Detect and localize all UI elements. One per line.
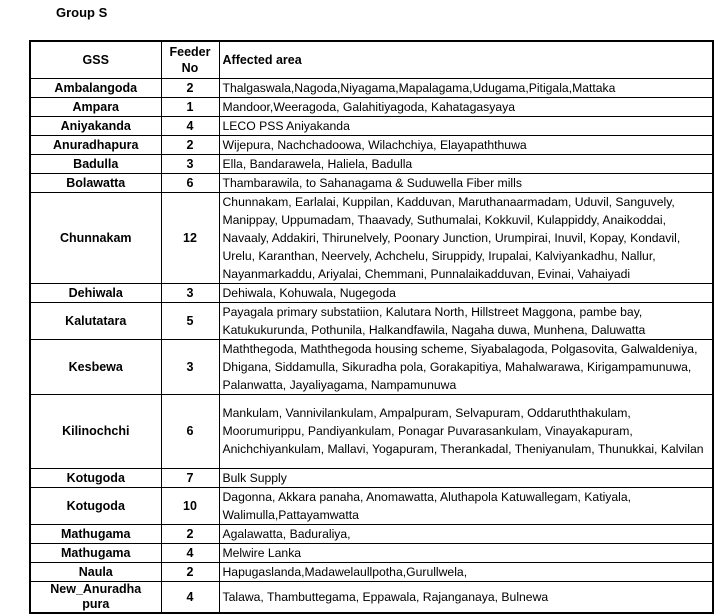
- feeder-cell: 6: [161, 173, 219, 192]
- feeder-cell: 1: [161, 97, 219, 116]
- feeder-cell: 5: [161, 302, 219, 339]
- table-row: [30, 302, 713, 339]
- gss-cell-line2: pura: [82, 596, 110, 611]
- gss-cell: Badulla: [30, 154, 161, 173]
- area-cell: Ella, Bandarawela, Haliela, Badulla: [219, 154, 713, 173]
- header-gss: GSS: [30, 41, 161, 78]
- header-feeder-line2: No: [181, 60, 199, 75]
- table-row: [30, 173, 713, 192]
- feeder-cell: 6: [161, 394, 219, 468]
- gss-cell-line1: New_Anuradha: [50, 581, 142, 596]
- area-cell: Mandoor,Weeragoda, Galahitiyagoda, Kahatagasyaya: [219, 97, 713, 116]
- table-row: [30, 562, 713, 581]
- gss-cell: Chunnakam: [30, 192, 161, 283]
- area-cell: Melwire Lanka: [219, 543, 713, 562]
- gss-cell: Kesbewa: [30, 339, 161, 394]
- area-cell: Wijepura, Nachchadoowa, Wilachchiya, Elayapaththuwa: [219, 135, 713, 154]
- header-feeder-no: [161, 41, 219, 78]
- table-row: [30, 339, 713, 394]
- area-cell: Maththegoda, Maththegoda housing scheme, Siyabalagoda, Polgasovita, Galwaldeniya, Dhigana, Siddamulla, Sikuradha pola, Gorakapitiya, Mahalwarawa, Kirigampamunuwa, Palanwatta, Jayaliyagama, Nampamunuwa: [219, 339, 713, 394]
- table-row: [30, 78, 713, 97]
- gss-cell: Kalutatara: [30, 302, 161, 339]
- feeder-cell: 2: [161, 135, 219, 154]
- table-row: [30, 394, 713, 468]
- feeder-cell: 4: [161, 543, 219, 562]
- feeder-cell: 4: [161, 116, 219, 135]
- gss-cell: Naula: [30, 562, 161, 581]
- group-title: Group S: [56, 5, 108, 20]
- table-row: [30, 524, 713, 543]
- feeder-cell: 2: [161, 524, 219, 543]
- feeder-cell: 3: [161, 154, 219, 173]
- feeder-cell: 3: [161, 283, 219, 302]
- area-cell: Chunnakam, Earlalai, Kuppilan, Kadduvan, Maruthanaarmadam, Uduvil, Sanguvely, Manippay, Uppumadam, Thaavady, Suthumalai, Kokkuvil, Kulappiddy, Anaikoddai, Navaaly, Addakiri, Thirunelvely, Poonary Junction, Urumpirai, Inuvil, Kopay, Kondavil, Urelu, Karanthan, Neervely, Achchelu, Siruppidy, Irupalai, Kalviyankadhu, Nallur, Nayanmarkaddu, Ariyalai, Chemmani, Punnalaikadduvan, Evinai, Vahaiyadi: [219, 192, 713, 283]
- feeder-cell: 2: [161, 78, 219, 97]
- area-cell: Dehiwala, Kohuwala, Nugegoda: [219, 283, 713, 302]
- gss-cell: Kotugoda: [30, 487, 161, 524]
- area-cell: Dagonna, Akkara panaha, Anomawatta, Aluthapola Katuwallegam, Katiyala, Walimulla,Pattayamwatta: [219, 487, 713, 524]
- area-cell: Agalawatta, Baduraliya,: [219, 524, 713, 543]
- area-cell: Hapugaslanda,Madawelaullpotha,Gurullwela,: [219, 562, 713, 581]
- table-row: [30, 581, 713, 613]
- gss-cell: Aniyakanda: [30, 116, 161, 135]
- gss-cell: Ambalangoda: [30, 78, 161, 97]
- gss-cell: Bolawatta: [30, 173, 161, 192]
- area-cell: Mankulam, Vannivilankulam, Ampalpuram, Selvapuram, Oddaruththakulam, Moorumurippu, Pandiyankulam, Ponagar Puvarasankulam, Vinayakapuram, Anichchiyankulam, Mallavi, Yogapuram, Therankadal, Theniyanulam, Thunukkai, Kalvilan: [219, 394, 713, 468]
- table-row: [30, 97, 713, 116]
- gss-cell: Kilinochchi: [30, 394, 161, 468]
- table-row: [30, 192, 713, 283]
- table-row: [30, 283, 713, 302]
- affected-areas-table: [29, 40, 714, 614]
- feeder-cell: 7: [161, 468, 219, 487]
- gss-cell: Mathugama: [30, 543, 161, 562]
- table-row: [30, 543, 713, 562]
- area-cell: Thambarawila, to Sahanagama & Suduwella Fiber mills: [219, 173, 713, 192]
- table-row: [30, 487, 713, 524]
- gss-cell: Kotugoda: [30, 468, 161, 487]
- gss-cell: Anuradhapura: [30, 135, 161, 154]
- area-cell: Talawa, Thambuttegama, Eppawala, Rajanganaya, Bulnewa: [219, 581, 713, 613]
- table-row: [30, 116, 713, 135]
- area-cell: Payagala primary substatiion, Kalutara North, Hillstreet Maggona, pambe bay, Katukukurunda, Pothunila, Halkandfawila, Nagaha duwa, Munhena, Daluwatta: [219, 302, 713, 339]
- gss-cell: Dehiwala: [30, 283, 161, 302]
- feeder-cell: 10: [161, 487, 219, 524]
- feeder-cell: 4: [161, 581, 219, 613]
- table-row: [30, 135, 713, 154]
- area-cell: Bulk Supply: [219, 468, 713, 487]
- gss-cell: Ampara: [30, 97, 161, 116]
- area-cell: LECO PSS Aniyakanda: [219, 116, 713, 135]
- table-row: [30, 154, 713, 173]
- gss-cell: [30, 581, 161, 613]
- feeder-cell: 3: [161, 339, 219, 394]
- header-affected-area: Affected area: [219, 41, 713, 78]
- table-row: [30, 468, 713, 487]
- area-cell: Thalgaswala,Nagoda,Niyagama,Mapalagama,Udugama,Pitigala,Mattaka: [219, 78, 713, 97]
- gss-cell: Mathugama: [30, 524, 161, 543]
- table-header-row: [30, 41, 713, 78]
- feeder-cell: 12: [161, 192, 219, 283]
- feeder-cell: 2: [161, 562, 219, 581]
- header-feeder-line1: Feeder: [169, 44, 211, 59]
